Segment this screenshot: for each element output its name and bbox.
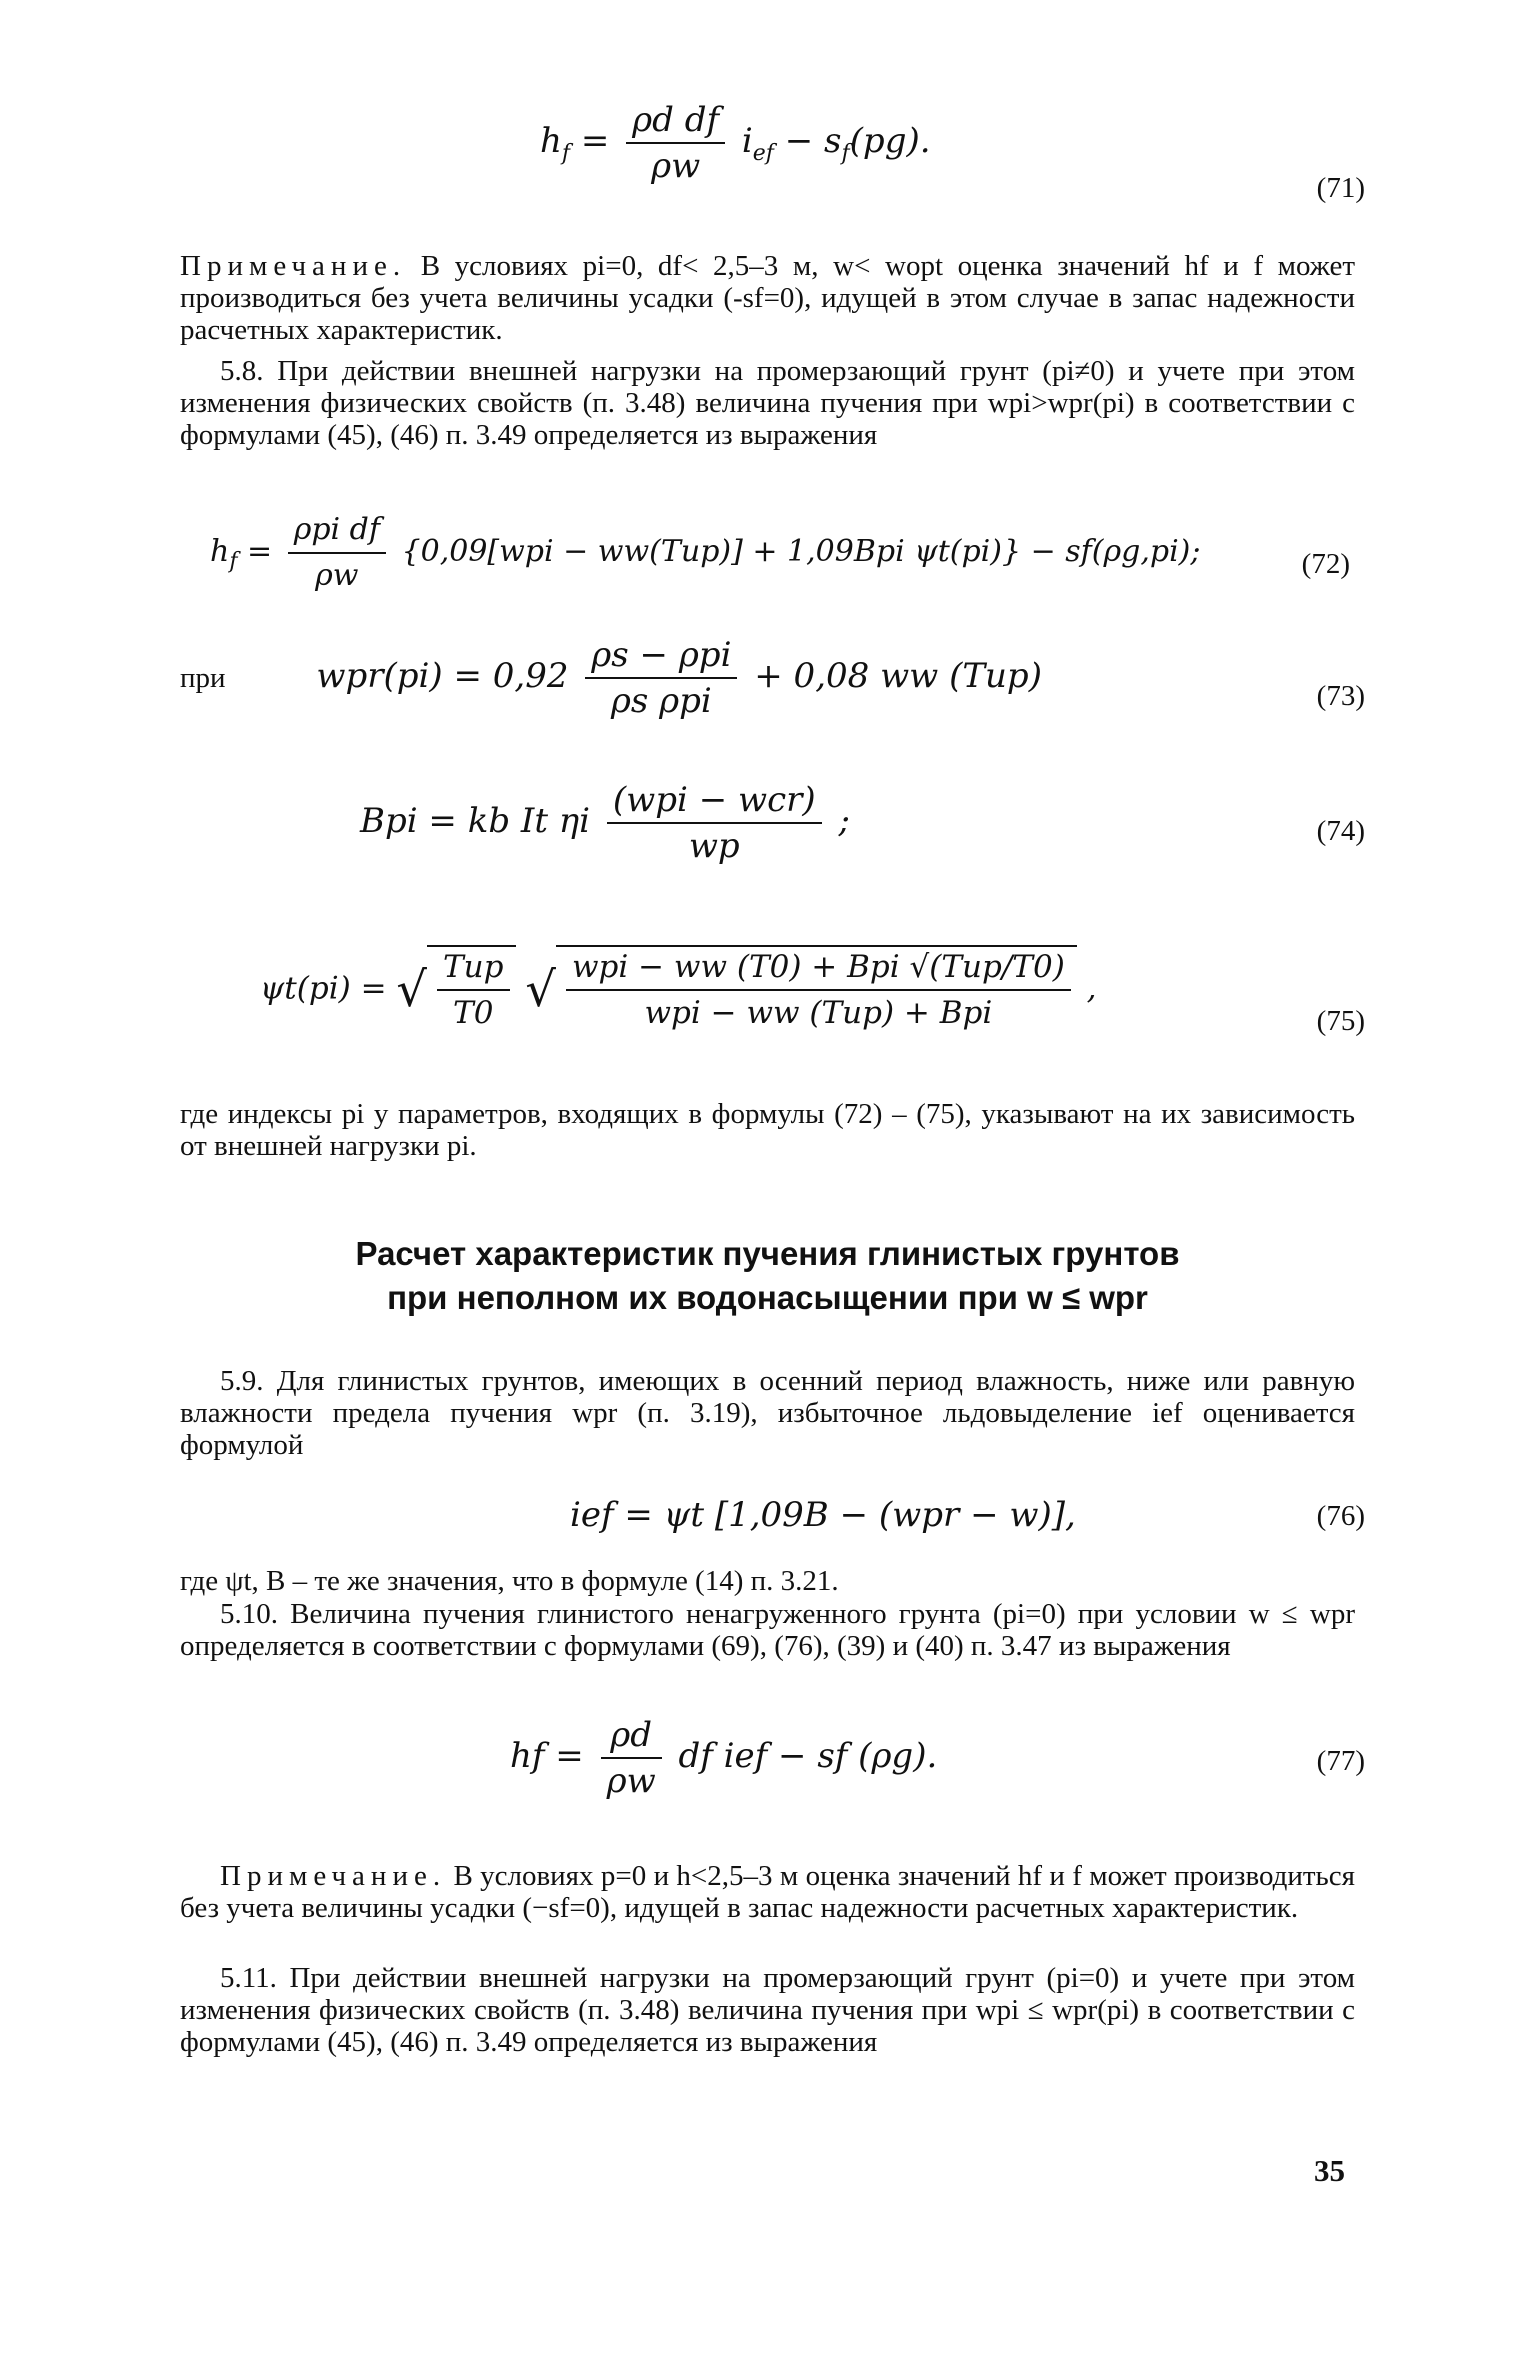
eq72-lhs-sub: f [229, 549, 238, 574]
equation-72: $h_f$ = $\frac{\text{ρpi df}}{\rho w}$ {0,09[wpi − ww(Tup)] + 1,09Bpi ψt(pi)} − sf(ρg,pi); [210, 510, 1200, 596]
paragraph-5-10 [180, 1598, 1355, 1662]
equation-number-77: (77) [1316, 1745, 1365, 1777]
sqrt-symbol-2: √ [525, 962, 556, 1018]
note-2-text: В условиях p=0 и h<2,5–3 м оценка значений hf и f может производиться без учета величины усадки (−sf=0), идущей в запас надежности расчетных характеристик. [180, 1860, 1355, 1924]
eq73-fraction [585, 635, 737, 721]
eq77-den: ρw [606, 1761, 656, 1801]
eq74-num: (wpi − wcr) [607, 780, 822, 824]
equation-75 [260, 945, 1097, 1033]
eq75-sqrt-1 [427, 945, 516, 1033]
eq75-fraction-2 [566, 947, 1071, 1033]
eq71-tail: − s [773, 121, 842, 161]
eq72-den: ρw [315, 558, 359, 593]
equation-71: $h_f$ = $\frac{\text{ρd df}}{\rho w}$ $i_{ef} - s_f(pg)$. [540, 100, 931, 186]
eq75-num-2: wpi − ww (T0) + Bpi √(Tup/T0) [566, 947, 1071, 991]
eq73-rest: + 0,08 ww (Tup) [754, 656, 1042, 696]
eq73-prefix: при [180, 662, 226, 694]
equation-number-73: (73) [1316, 680, 1365, 712]
eq71-rest: i [741, 121, 753, 161]
page-number: 35 [1314, 2153, 1345, 2188]
eq71-lhs: h [540, 121, 562, 161]
eq72-lhs: h [210, 534, 230, 569]
eq75-lhs: ψt(pi) = [260, 970, 387, 1007]
eq73-lhs: wpr(pi) = 0,92 [316, 656, 569, 696]
eq75-den-1: T0 [453, 995, 494, 1031]
paragraph-5-10-text: 5.10. Величина пучения глинистого ненагруженного грунта (pi=0) при условии w ≤ wpr определяется в соответствии с формулами (69), (76), (39) и (40) п. 3.47 из выражения [180, 1598, 1355, 1662]
eq75-sqrt-2 [556, 945, 1077, 1033]
equation-number-76: (76) [1316, 1500, 1365, 1532]
section-heading-line-1: Расчет характеристик пучения глинистых грунтов [355, 1235, 1180, 1272]
note-1-label: Примечание. [180, 250, 407, 282]
sqrt-symbol-1: √ [396, 962, 427, 1018]
where-clause-2-text: где ψt, B – те же значения, что в формуле (14) п. 3.21. [180, 1565, 839, 1597]
eq71-rest-sub: ef [752, 140, 774, 166]
eq71-den: ρw [651, 146, 701, 186]
equation-77 [510, 1715, 937, 1801]
eq71-lhs-sub: f [561, 140, 571, 166]
eq75-num-1: Tup [437, 947, 510, 991]
equation-number-74: (74) [1316, 815, 1365, 847]
eq75-fraction-1 [437, 947, 510, 1033]
eq76-body: ief = ψt [1,09B − (wpr − w)], [570, 1495, 1076, 1535]
where-clause-1 [180, 1098, 1355, 1162]
paragraph-5-9 [180, 1365, 1355, 1461]
eq72-fraction [288, 510, 386, 596]
where-clause-1-text: где индексы pi у параметров, входящих в формулы (72) – (75), указывают на их зависимость от внешней нагрузки pi. [180, 1098, 1355, 1162]
paragraph-5-11-text: 5.11. При действии внешней нагрузки на промерзающий грунт (pi=0) и учете при этом изменения физических свойств (п. 3.48) величина пучения при wpi ≤ wpr(pi) в соответствии с формулами (45), (46) п. 3.49 определяется из выражения [180, 1962, 1355, 2058]
section-heading-line-2: при неполном их водонасыщении при w ≤ wpr [387, 1279, 1148, 1316]
eq71-tail-end: (pg). [849, 121, 931, 161]
where-clause-2 [180, 1565, 1355, 1597]
note-1 [180, 250, 1355, 346]
eq74-lhs: Bpi = kb It ηi [360, 801, 591, 841]
eq77-fraction [601, 1715, 662, 1801]
eq77-lhs: hf = [510, 1736, 584, 1776]
paragraph-5-8-text: 5.8. При действии внешней нагрузки на промерзающий грунт (pi≠0) и учете при этом изменения физических свойств (п. 3.48) величина пучения при wpi>wpr(pi) в соответствии с формулами (45), (46) п. 3.49 определяется из выражения [180, 355, 1355, 451]
equation-number-75: (75) [1316, 1005, 1365, 1037]
section-heading [180, 1232, 1355, 1320]
eq75-den-2: wpi − ww (Tup) + Bpi [644, 995, 993, 1031]
eq72-num: ρpi df [288, 510, 386, 554]
equation-number-72: (72) [1301, 548, 1350, 580]
eq73-den: ρs ρpi [610, 681, 712, 721]
note-2-label: Примечание. [220, 1860, 447, 1892]
equation-73 [180, 635, 1042, 721]
eq72-body: {0,09[wpi − ww(Tup)] + 1,09Bpi ψt(pi)} − sf(ρg,pi); [401, 534, 1201, 569]
eq74-den: wp [688, 826, 740, 866]
eq71-fraction [626, 100, 725, 186]
eq74-rest: ; [838, 801, 850, 841]
paragraph-5-8 [180, 355, 1355, 451]
eq75-rest: , [1086, 970, 1097, 1007]
eq77-rest: df ief − sf (ρg). [678, 1736, 938, 1776]
eq71-num: ρd df [626, 100, 725, 144]
eq73-num: ρs − ρpi [585, 635, 737, 679]
note-1-text: В условиях pi=0, df< 2,5–3 м, w< wopt оценка значений hf и f может производиться без учета величины усадки (-sf=0), идущей в этом случае в запас надежности расчетных характеристик. [180, 250, 1355, 346]
note-2 [180, 1860, 1355, 1924]
eq77-num: ρd [601, 1715, 662, 1759]
paragraph-5-11 [180, 1962, 1355, 2058]
equation-number-71: (71) [1316, 172, 1365, 204]
eq71-tail-sub: f [841, 140, 850, 166]
equation-74 [360, 780, 850, 866]
equation-76 [570, 1495, 1076, 1535]
paragraph-5-9-text: 5.9. Для глинистых грунтов, имеющих в осенний период влажность, ниже или равную влажности предела пучения wpr (п. 3.19), избыточное льдовыделение ief оценивается формулой [180, 1365, 1355, 1461]
eq74-fraction [607, 780, 822, 866]
